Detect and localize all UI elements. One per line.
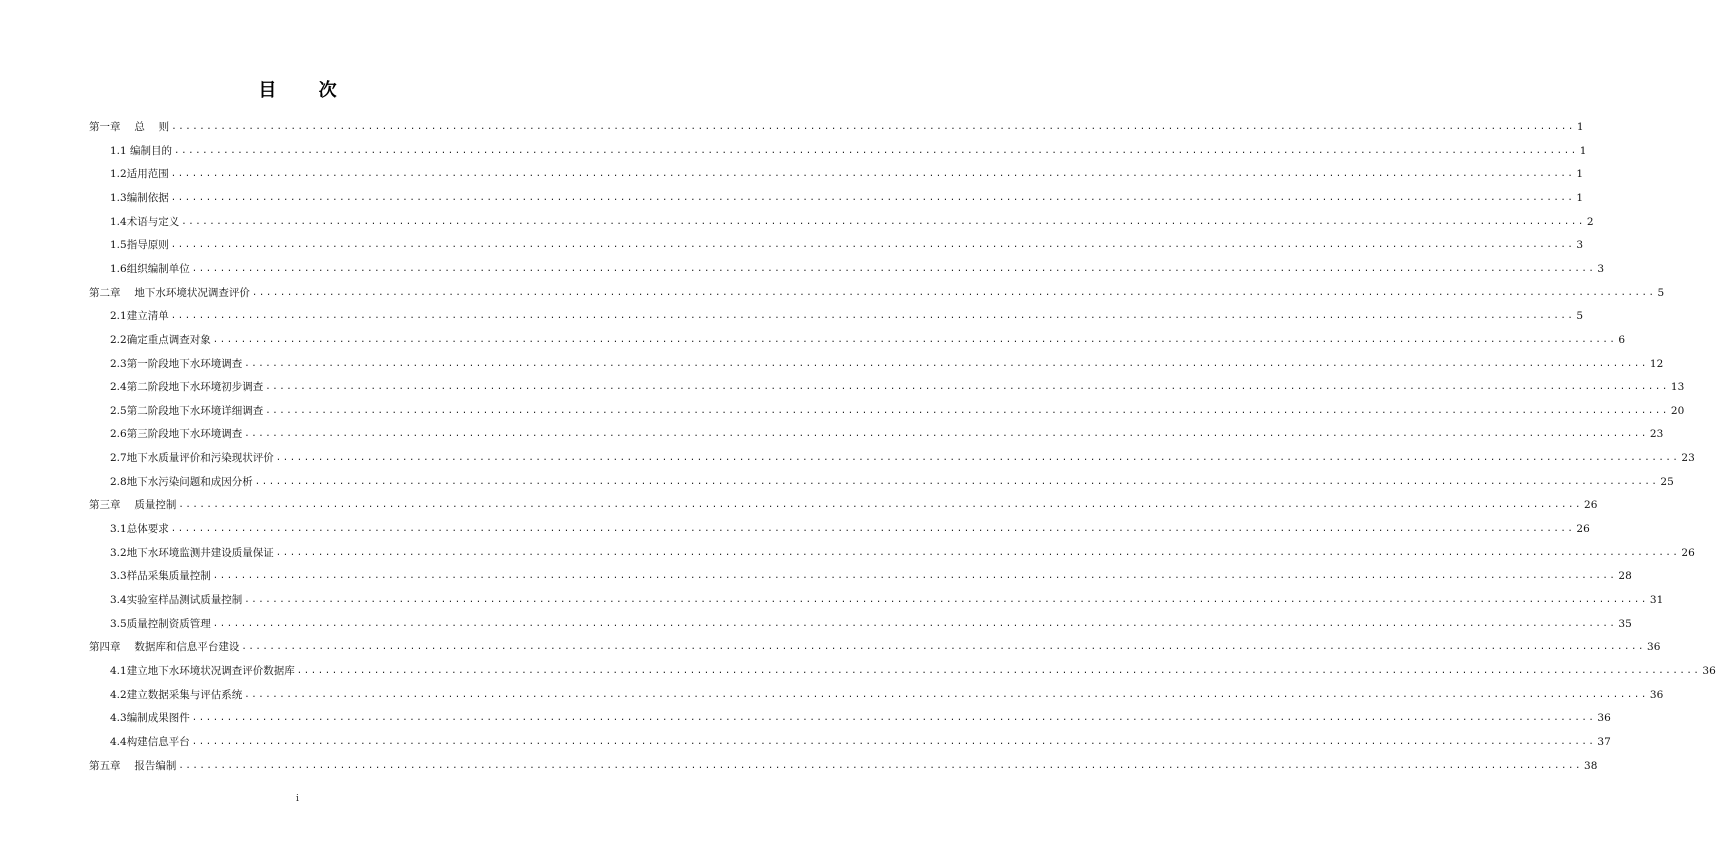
toc-section-entry[interactable] bbox=[110, 331, 1626, 347]
toc-leader-dots: ........................................................................................................................................................................................................ bbox=[181, 216, 1585, 227]
toc-section-entry[interactable] bbox=[110, 355, 1664, 371]
toc-leader-dots: ........................................................................................................................................................................................................ bbox=[275, 453, 1680, 464]
toc-entry-page: 35 bbox=[1618, 617, 1632, 630]
toc-entry-page: 26 bbox=[1576, 523, 1590, 536]
toc-entry-page: 28 bbox=[1618, 570, 1632, 583]
toc-leader-dots: ........................................................................................................................................................................................................ bbox=[191, 263, 1596, 274]
toc-entry-page: 36 bbox=[1649, 688, 1664, 701]
toc-leader-dots: ........................................................................................................................................................................................................ bbox=[170, 169, 1575, 180]
toc-entry-label: 3.5质量控制资质管理 bbox=[110, 617, 211, 630]
toc-leader-dots: ........................................................................................................................................................................................................ bbox=[212, 334, 1617, 345]
toc-entry-page: 1 bbox=[1576, 168, 1584, 181]
toc-entry-label: 3.1总体要求 bbox=[110, 523, 169, 536]
toc-entry-page: 1 bbox=[1576, 121, 1584, 133]
toc-section-entry[interactable] bbox=[110, 189, 1584, 205]
toc-leader-dots: ........................................................................................................................................................................................................ bbox=[174, 145, 1578, 156]
toc-section-entry[interactable] bbox=[110, 615, 1632, 631]
toc-leader-dots: ........................................................................................................................................................................................................ bbox=[171, 122, 1575, 132]
toc-leader-dots: ........................................................................................................................................................................................................ bbox=[170, 524, 1575, 535]
toc-entry-label: 2.8地下水污染问题和成因分析 bbox=[110, 475, 253, 488]
toc-leader-dots: ........................................................................................................................................................................................................ bbox=[191, 736, 1596, 747]
toc-section-entry[interactable] bbox=[110, 473, 1674, 489]
toc-section-entry[interactable] bbox=[110, 449, 1695, 465]
toc-entry-label: 3.2地下水环境监测井建设质量保证 bbox=[110, 546, 274, 559]
toc-section-entry[interactable] bbox=[110, 236, 1584, 252]
toc-section-entry[interactable] bbox=[110, 378, 1685, 394]
toc-section-entry[interactable] bbox=[110, 662, 1716, 678]
toc-chapter-entry[interactable] bbox=[89, 757, 1598, 773]
toc-entry-page: 12 bbox=[1649, 357, 1664, 370]
toc-leader-dots: ........................................................................................................................................................................................................ bbox=[170, 240, 1575, 251]
toc-leader-dots: ........................................................................................................................................................................................................ bbox=[296, 665, 1701, 676]
toc-entry-label: 第三章 质量控制 bbox=[89, 499, 177, 512]
toc-entry-page: 25 bbox=[1660, 475, 1674, 488]
toc-entry-page: 26 bbox=[1681, 546, 1695, 559]
page-title: 目 次 bbox=[258, 80, 355, 101]
toc-entry-label: 1.6组织编制单位 bbox=[110, 262, 190, 275]
toc-entry-label: 1.3编制依据 bbox=[110, 191, 169, 204]
toc-leader-dots: ........................................................................................................................................................................................................ bbox=[265, 382, 1669, 393]
toc-entry-page: 23 bbox=[1681, 452, 1695, 465]
toc-entry-page: 36 bbox=[1597, 712, 1611, 725]
toc-entry-page: 5 bbox=[1657, 286, 1665, 299]
toc-entry-page: 31 bbox=[1649, 594, 1664, 606]
toc-entry-label: 4.4构建信息平台 bbox=[110, 735, 190, 748]
toc-section-entry[interactable] bbox=[110, 544, 1695, 560]
toc-section-entry[interactable] bbox=[110, 425, 1664, 441]
toc-entry-label: 3.3样品采集质量控制 bbox=[110, 570, 211, 583]
toc-leader-dots: ........................................................................................................................................................................................................ bbox=[244, 595, 1648, 605]
toc-leader-dots: ........................................................................................................................................................................................................ bbox=[244, 358, 1648, 369]
toc-entry-label: 1.1 编制目的 bbox=[110, 144, 173, 157]
toc-entry-page: 36 bbox=[1647, 641, 1661, 654]
toc-entry-label: 第一章 总 则 bbox=[89, 121, 170, 133]
toc-entry-page: 37 bbox=[1597, 735, 1611, 748]
toc-leader-dots: ........................................................................................................................................................................................................ bbox=[244, 689, 1648, 700]
toc-section-entry[interactable] bbox=[110, 307, 1584, 323]
toc-entry-label: 4.3编制成果图件 bbox=[110, 712, 190, 725]
toc-section-entry[interactable] bbox=[110, 260, 1605, 276]
toc-section-entry[interactable] bbox=[110, 709, 1611, 725]
toc-leader-dots: ........................................................................................................................................................................................................ bbox=[212, 618, 1617, 629]
toc-leader-dots: ........................................................................................................................................................................................................ bbox=[170, 192, 1575, 203]
toc-leader-dots: ........................................................................................................................................................................................................ bbox=[244, 429, 1648, 440]
toc-chapter-entry[interactable] bbox=[89, 638, 1661, 654]
toc-leader-dots: ........................................................................................................................................................................................................ bbox=[170, 311, 1575, 322]
toc-section-entry[interactable] bbox=[110, 733, 1611, 749]
toc-section-entry[interactable] bbox=[110, 402, 1685, 418]
toc-entry-label: 2.4第二阶段地下水环境初步调查 bbox=[110, 381, 264, 394]
toc-section-entry[interactable] bbox=[110, 686, 1664, 702]
toc-entry-label: 2.1建立清单 bbox=[110, 310, 169, 323]
toc-chapter-entry[interactable] bbox=[89, 496, 1598, 512]
toc-leader-dots: ........................................................................................................................................................................................................ bbox=[275, 547, 1680, 558]
toc-entry-page: 20 bbox=[1670, 404, 1685, 417]
toc-entry-page: 1 bbox=[1576, 191, 1584, 204]
page-number: i bbox=[296, 794, 299, 804]
toc-entry-page: 5 bbox=[1576, 310, 1584, 323]
toc-section-entry[interactable] bbox=[110, 591, 1664, 607]
toc-entry-label: 4.1建立地下水环境状况调查评价数据库 bbox=[110, 664, 295, 677]
toc-section-entry[interactable] bbox=[110, 567, 1632, 583]
toc-chapter-entry[interactable] bbox=[89, 284, 1665, 300]
toc-entry-page: 38 bbox=[1584, 759, 1598, 772]
toc-section-entry[interactable] bbox=[110, 520, 1590, 536]
toc-leader-dots: ........................................................................................................................................................................................................ bbox=[178, 500, 1583, 511]
toc-entry-page: 36 bbox=[1702, 664, 1716, 677]
toc-entry-page: 3 bbox=[1597, 262, 1605, 275]
toc-entry-page: 3 bbox=[1576, 239, 1584, 252]
toc-leader-dots: ........................................................................................................................................................................................................ bbox=[254, 476, 1659, 487]
toc-entry-label: 3.4实验室样品测试质量控制 bbox=[110, 594, 243, 606]
toc-leader-dots: ........................................................................................................................................................................................................ bbox=[241, 642, 1646, 653]
toc-section-entry[interactable] bbox=[110, 213, 1594, 229]
toc-entry-page: 13 bbox=[1670, 381, 1685, 394]
toc-entry-label: 第五章 报告编制 bbox=[89, 759, 177, 772]
toc-entry-label: 2.5第二阶段地下水环境详细调查 bbox=[110, 404, 264, 417]
toc-entry-page: 2 bbox=[1586, 215, 1594, 228]
toc-entry-label: 1.2适用范围 bbox=[110, 168, 169, 181]
toc-entry-label: 1.4术语与定义 bbox=[110, 215, 180, 228]
toc-entry-label: 2.3第一阶段地下水环境调查 bbox=[110, 357, 243, 370]
toc-entry-page: 1 bbox=[1579, 144, 1587, 157]
toc-leader-dots: ........................................................................................................................................................................................................ bbox=[178, 760, 1583, 771]
toc-section-entry[interactable] bbox=[110, 142, 1587, 158]
toc-entry-label: 1.5指导原则 bbox=[110, 239, 169, 252]
toc-leader-dots: ........................................................................................................................................................................................................ bbox=[191, 713, 1596, 724]
toc-entry-label: 2.6第三阶段地下水环境调查 bbox=[110, 428, 243, 441]
toc-leader-dots: ........................................................................................................................................................................................................ bbox=[265, 405, 1669, 416]
toc-section-entry[interactable] bbox=[110, 165, 1584, 181]
toc-entry-page: 6 bbox=[1618, 333, 1626, 346]
toc-entry-label: 第四章 数据库和信息平台建设 bbox=[89, 641, 240, 654]
toc-entry-label: 4.2建立数据采集与评估系统 bbox=[110, 688, 243, 701]
toc-entry-page: 26 bbox=[1584, 499, 1598, 512]
toc-entry-label: 2.7地下水质量评价和污染现状评价 bbox=[110, 452, 274, 465]
toc-chapter-entry[interactable] bbox=[89, 118, 1584, 134]
toc-entry-label: 2.2确定重点调查对象 bbox=[110, 333, 211, 346]
toc-leader-dots: ........................................................................................................................................................................................................ bbox=[251, 287, 1656, 298]
toc-leader-dots: ........................................................................................................................................................................................................ bbox=[212, 571, 1617, 582]
toc-entry-page: 23 bbox=[1649, 428, 1664, 441]
toc-entry-label: 第二章 地下水环境状况调查评价 bbox=[89, 286, 250, 299]
